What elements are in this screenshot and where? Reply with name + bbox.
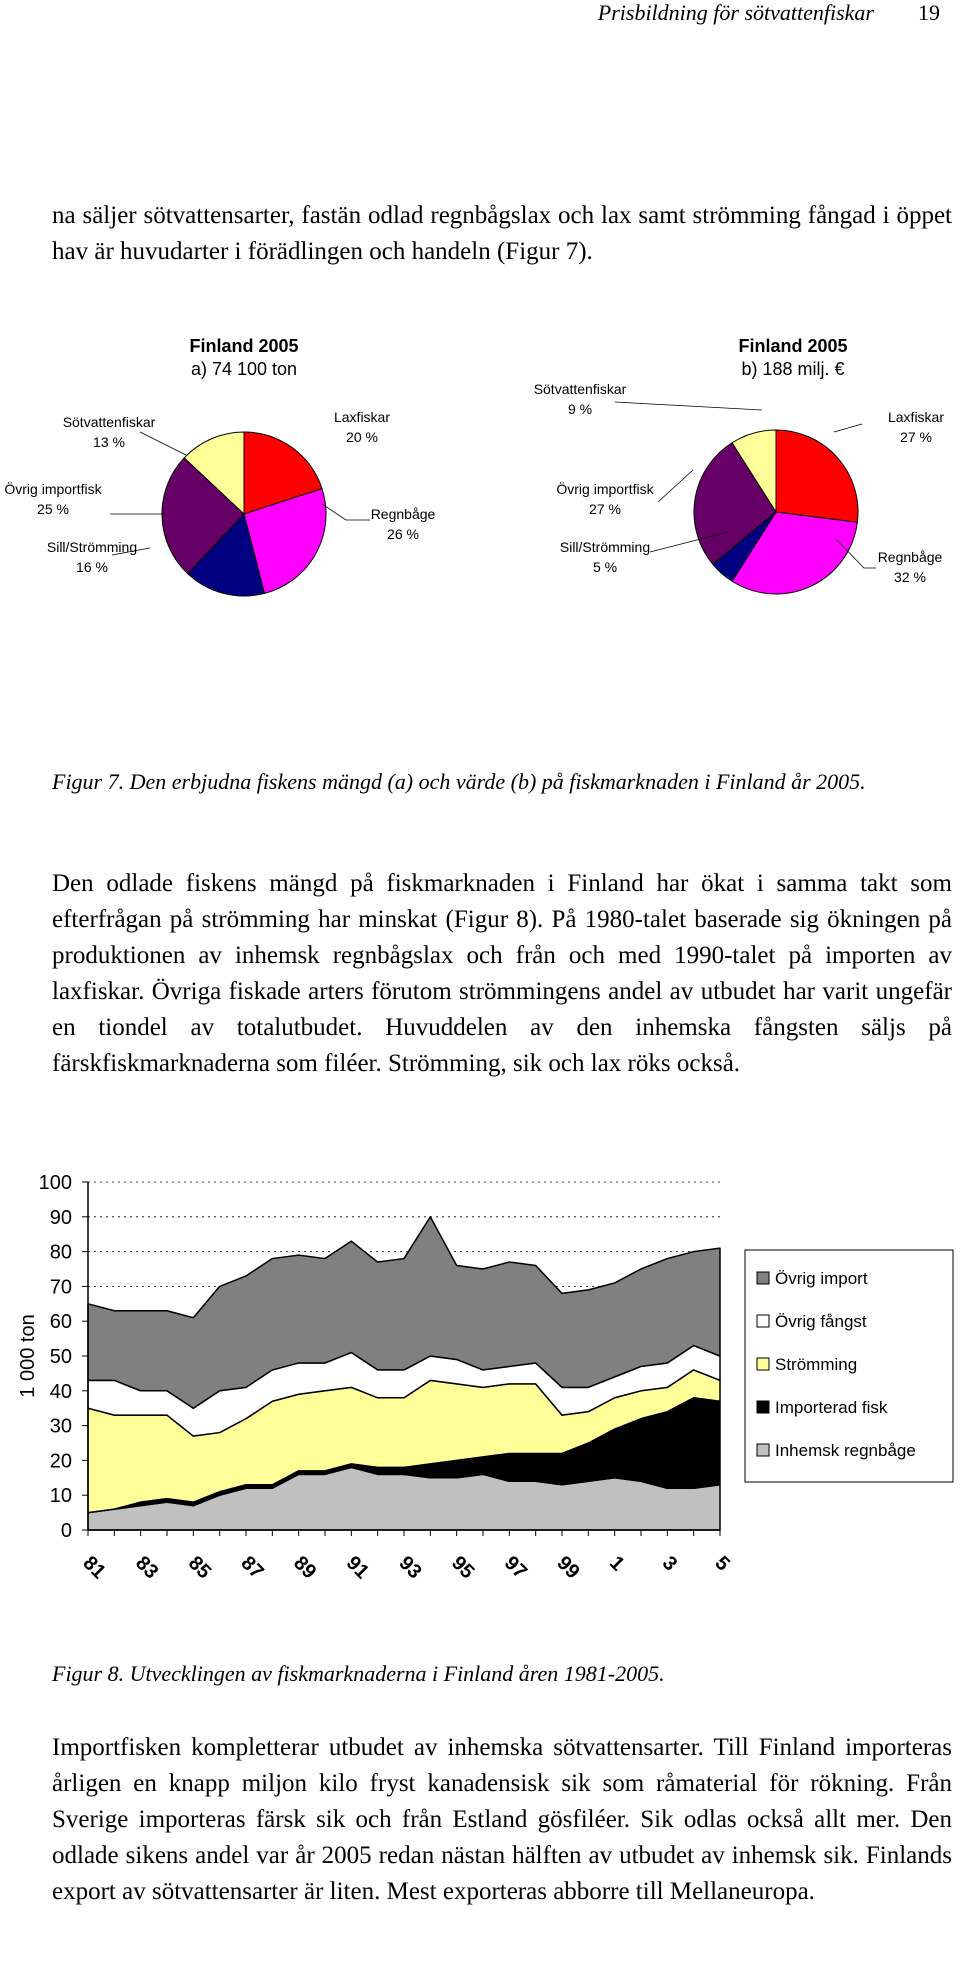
- x-tick-label-7: 95: [447, 1551, 479, 1584]
- pie-a-pct-regnbage: 26 %: [387, 526, 419, 542]
- legend-label-0: Övrig import: [775, 1269, 868, 1288]
- pie-b-label-sill: Sill/Strömming: [559, 539, 651, 555]
- pie-a-label-regnbage: Regnbåge: [370, 506, 436, 522]
- y-tick-label-9: 90: [49, 1206, 72, 1229]
- chart-legend: [745, 1250, 953, 1482]
- y-axis-label: 1 000 ton: [17, 1314, 39, 1398]
- legend-swatch-4: [757, 1444, 769, 1456]
- y-tick-label-2: 20: [49, 1450, 72, 1473]
- figure-8-caption: Figur 8. Utvecklingen av fiskmarknaderna i Finland åren 1981-2005.: [52, 1661, 665, 1686]
- x-tick-label-6: 93: [394, 1551, 426, 1584]
- pie-b-pct-sotvatten: 9 %: [567, 401, 593, 417]
- header-title: Prisbildning för sötvattenfiskar: [597, 0, 874, 25]
- y-tick-label-4: 40: [49, 1380, 72, 1403]
- y-tick-label-3: 30: [49, 1415, 72, 1438]
- x-tick-label-12: 5: [710, 1551, 734, 1576]
- pie-b-leader-laxfiskar: [834, 424, 862, 432]
- x-tick-label-3: 87: [236, 1551, 268, 1584]
- pie-b-label-ovrig: Övrig importfisk: [556, 481, 654, 497]
- y-tick-label-6: 60: [49, 1311, 72, 1334]
- legend-label-1: Övrig fångst: [775, 1312, 867, 1331]
- pie-b-leader-sotvatten: [615, 402, 762, 410]
- chart-area-layers: [88, 1217, 720, 1530]
- pie-chart-b: [534, 336, 945, 594]
- figure-8-area-chart: [0, 1160, 960, 1640]
- x-tick-label-0: 81: [78, 1551, 110, 1584]
- x-tick-label-8: 97: [499, 1551, 532, 1584]
- pie-a-slices: [162, 432, 326, 596]
- pie-b-label-sotvatten: Sötvattenfiskar: [533, 381, 627, 397]
- pie-b-slice-0: [776, 430, 858, 522]
- legend-swatch-0: [757, 1272, 769, 1284]
- pie-b-slices: [694, 430, 858, 594]
- pie-b-subtitle: b) 188 milj. €: [741, 359, 845, 379]
- y-tick-label-10: 100: [38, 1172, 72, 1194]
- x-tick-label-2: 85: [183, 1551, 216, 1584]
- x-tick-label-11: 3: [657, 1551, 682, 1576]
- legend-label-3: Importerad fisk: [775, 1398, 888, 1417]
- pie-a-subtitle: a) 74 100 ton: [190, 359, 298, 379]
- pie-chart-a: [4, 336, 435, 596]
- figure-7: [0, 0, 960, 760]
- x-tick-label-10: 1: [605, 1551, 629, 1576]
- pie-a-label-laxfiskar: Laxfiskar: [333, 409, 391, 425]
- legend-label-4: Inhemsk regnbåge: [775, 1441, 916, 1460]
- pie-a-label-ovrig: Övrig importfisk: [4, 481, 102, 497]
- legend-swatch-3: [757, 1401, 769, 1413]
- paragraph-1: na säljer sötvattensarter, fastän odlad regnbågslax och lax samt strömming fångad i öppet hav är huvudarter i förädlingen och handeln (Figur 7).: [52, 202, 952, 265]
- pie-b-pct-ovrig: 27 %: [589, 501, 621, 517]
- legend-swatch-1: [757, 1315, 769, 1327]
- x-tick-label-4: 89: [289, 1551, 321, 1584]
- pie-b-label-regnbage: Regnbåge: [877, 549, 943, 565]
- y-tick-label-8: 80: [49, 1241, 72, 1264]
- pie-a-label-sill: Sill/Strömming: [46, 539, 138, 555]
- paragraph-2: Den odlade fiskens mängd på fiskmarknaden i Finland har ökat i samma takt som efterfrågan på strömming har minskat (Figur 8). På 1980-talet baserade sig ökningen på produktionen av inhemsk regnbågslax och från och med 1990-talet på importen av laxfiskar. Övriga fiskade arters förutom strömmingens andel av utbudet har varit ungefär en tiondel av totalutbudet. Huvuddelen av den inhemska fångsten säljs på färskfiskmarknaderna som filéer. Strömming, sik och lax röks också.: [52, 870, 952, 1077]
- pie-a-leader-sotvatten: [140, 432, 186, 455]
- pie-b-title: Finland 2005: [738, 336, 848, 356]
- x-tick-label-1: 83: [131, 1551, 163, 1584]
- legend-swatch-2: [757, 1358, 769, 1370]
- y-tick-label-0: 0: [60, 1520, 72, 1542]
- pie-a-pct-sotvatten: 13 %: [93, 434, 125, 450]
- pie-b-pct-laxfiskar: 27 %: [900, 429, 932, 445]
- pie-a-pct-laxfiskar: 20 %: [346, 429, 378, 445]
- pie-a-title: Finland 2005: [189, 336, 299, 356]
- paragraph-3: Importfisken kompletterar utbudet av inhemska sötvattensarter. Till Finland importeras årligen en knapp miljon kilo fryst kanadensisk sik som råmaterial för rökning. Från Sverige importeras färsk sik och från Estland gösfiléer. Sik odlas också allt mer. Den odlade sikens andel var år 2005 redan nästan hälften av utbudet av inhemsk sik. Finlands export av sötvattensarter är liten. Mest exporteras abborre till Mellaneuropa.: [52, 1734, 952, 1905]
- y-tick-label-7: 70: [49, 1276, 72, 1299]
- y-tick-label-1: 10: [49, 1485, 72, 1508]
- x-tick-labels: [78, 1552, 733, 1583]
- x-tick-label-9: 99: [552, 1551, 584, 1584]
- pie-b-leader-ovrig: [658, 470, 693, 502]
- pie-b-label-laxfiskar: Laxfiskar: [887, 409, 945, 425]
- pie-a-pct-sill: 16 %: [76, 559, 108, 575]
- pie-a-pct-ovrig: 25 %: [37, 501, 69, 517]
- pie-b-pct-sill: 5 %: [592, 559, 618, 575]
- x-tick-label-5: 91: [341, 1551, 374, 1584]
- page-number: 19: [918, 0, 940, 25]
- pie-a-leader-regnbage: [322, 504, 370, 520]
- y-tick-label-5: 50: [49, 1346, 72, 1368]
- figure-7-caption: Figur 7. Den erbjudna fiskens mängd (a) och värde (b) på fiskmarknaden i Finland år 2005.: [52, 769, 866, 794]
- y-tick-labels: [39, 1172, 72, 1542]
- pie-a-label-sotvatten: Sötvattenfiskar: [62, 414, 156, 430]
- legend-label-2: Strömming: [775, 1355, 858, 1374]
- pie-b-pct-regnbage: 32 %: [894, 569, 926, 585]
